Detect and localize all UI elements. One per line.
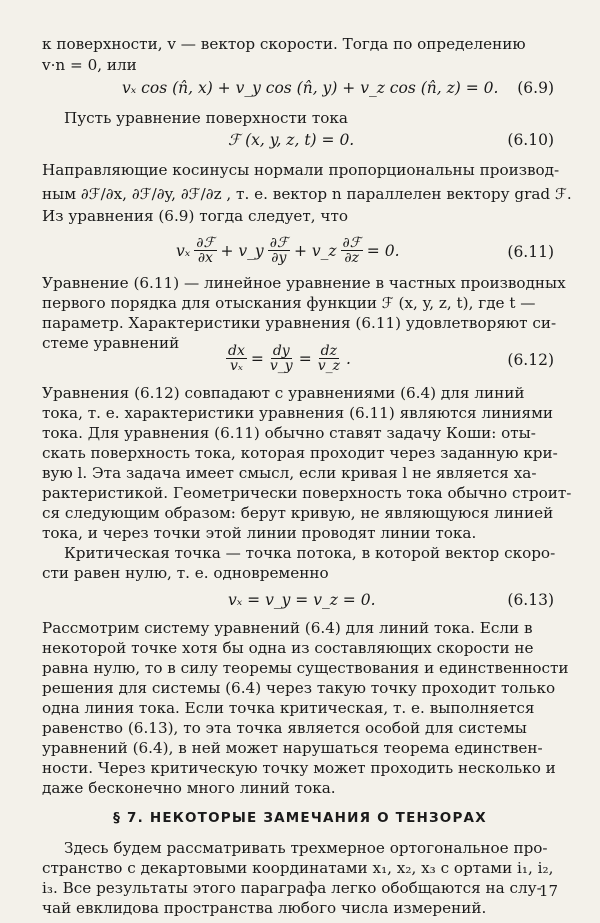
text-line: одна линия тока. Если точка критическая, т. е. выполняется <box>42 699 535 717</box>
text-line: ным ∂ℱ/∂x, ∂ℱ/∂y, ∂ℱ/∂z , т. е. вектор n параллелен вектору grad ℱ. <box>42 185 572 203</box>
text-line: уравнений (6.4), в ней может нарушаться теорема единствен- <box>42 739 543 757</box>
denominator: ∂x <box>197 250 213 266</box>
numerator: dy <box>272 343 290 359</box>
equation-body <box>226 344 351 373</box>
text-line: Критическая точка — точка потока, в которой вектор скоро- <box>64 544 556 562</box>
text-line: Рассмотрим систему уравнений (6.4) для линий тока. Если в <box>42 619 533 637</box>
denominator: v_y <box>269 358 293 374</box>
equation-6-10 <box>42 128 554 152</box>
fraction <box>268 344 295 373</box>
equation-body: vₓ cos (n̂, x) + v_y cos (n̂, y) + v_z cos (n̂, z) = 0. <box>122 79 499 97</box>
equation-number: (6.13) <box>507 591 554 609</box>
text-line: скать поверхность тока, которая проходит через заданную кри- <box>42 444 558 462</box>
text-line: равенство (6.13), то эта точка является особой для системы <box>42 719 527 737</box>
text-line: параметр. Характеристики уравнения (6.11) удовлетворяют си- <box>42 314 557 332</box>
equation-number: (6.9) <box>517 79 554 97</box>
denominator: v_z <box>317 358 340 374</box>
text-line: некоторой точке хотя бы одна из составляющих скорости не <box>42 639 534 657</box>
equation-body: ℱ (x, y, z, t) = 0. <box>228 131 355 149</box>
text-line: тока, т. е. характеристики уравнения (6.11) являются линиями <box>42 404 553 422</box>
text-line: ности. Через критическую точку может проходить несколько и <box>42 759 556 777</box>
numerator: dx <box>228 343 245 359</box>
fraction <box>268 236 290 265</box>
text-line: стеме уравнений <box>42 334 180 352</box>
eq-term: . <box>345 349 351 368</box>
equation-body <box>176 236 400 265</box>
page-number: 17 <box>538 882 558 900</box>
fraction <box>194 236 216 265</box>
equation-number: (6.10) <box>507 131 554 149</box>
denominator: ∂y <box>271 250 287 266</box>
eq-term: + v_y <box>220 241 264 260</box>
fraction <box>316 344 342 373</box>
text-line: Из уравнения (6.9) тогда следует, что <box>42 207 349 225</box>
numerator: ∂ℱ <box>269 235 288 251</box>
text-line: Пусть уравнение поверхности тока <box>64 109 348 127</box>
equation-number: (6.12) <box>507 351 554 369</box>
fraction <box>341 236 363 265</box>
text-line: v·n = 0, или <box>42 56 137 74</box>
fraction <box>226 344 247 373</box>
text-line: тока, и через точки этой линии проводят линии тока. <box>42 524 477 542</box>
equation-6-11 <box>42 234 554 268</box>
denominator: ∂z <box>344 250 359 266</box>
text-line: равна нулю, то в силу теоремы существования и единственности <box>42 659 569 677</box>
equation-number: (6.11) <box>507 243 554 261</box>
text-line: рактеристикой. Геометрически поверхность тока обычно строит- <box>42 484 572 502</box>
text-line: чай евклидова пространства любого числа измерений. <box>42 899 487 917</box>
numerator: dz <box>320 343 337 359</box>
text-line: вую l. Эта задача имеет смысл, если кривая l не является ха- <box>42 464 537 482</box>
numerator: ∂ℱ <box>342 235 361 251</box>
text-line: i₃. Все результаты этого параграфа легко обобщаются на слу- <box>42 879 542 897</box>
text-line: ся следующим образом: берут кривую, не являющуюся линией <box>42 504 554 522</box>
numerator: ∂ℱ <box>196 235 215 251</box>
text-line: тока. Для уравнения (6.11) обычно ставят задачу Коши: оты- <box>42 424 536 442</box>
equation-6-9 <box>42 76 554 100</box>
equation-6-13 <box>42 588 554 612</box>
eq-term: = 0. <box>366 241 400 260</box>
denominator: vₓ <box>229 358 243 374</box>
eq-term: + v_z <box>293 241 337 260</box>
text-line: решения для системы (6.4) через такую точку проходит только <box>42 679 556 697</box>
text-line: к поверхности, v — вектор скорости. Тогда по определению <box>42 35 526 53</box>
text-line: странство с декартовыми координатами x₁, x₂, x₃ с ортами i₁, i₂, <box>42 859 554 877</box>
section-heading: § 7. НЕКОТОРЫЕ ЗАМЕЧАНИЯ О ТЕНЗОРАХ <box>113 810 487 826</box>
text-line: первого порядка для отыскания функции ℱ (x, y, z, t), где t — <box>42 294 536 312</box>
eq-term: vₓ <box>176 241 191 260</box>
equation-body: vₓ = v_y = v_z = 0. <box>228 591 376 609</box>
eq-term: = <box>298 349 312 368</box>
text-line: Уравнения (6.12) совпадают с уравнениями (6.4) для линий <box>42 384 525 402</box>
text-line: Здесь будем рассматривать трехмерное ортогональное про- <box>64 839 548 857</box>
text-line: сти равен нулю, т. е. одновременно <box>42 564 329 582</box>
text-line: Уравнение (6.11) — линейное уравнение в частных производных <box>42 274 566 292</box>
eq-term: = <box>250 349 264 368</box>
equation-6-12 <box>42 342 554 376</box>
text-line: даже бесконечно много линий тока. <box>42 779 336 797</box>
text-line: Направляющие косинусы нормали пропорциональны производ- <box>42 161 560 179</box>
